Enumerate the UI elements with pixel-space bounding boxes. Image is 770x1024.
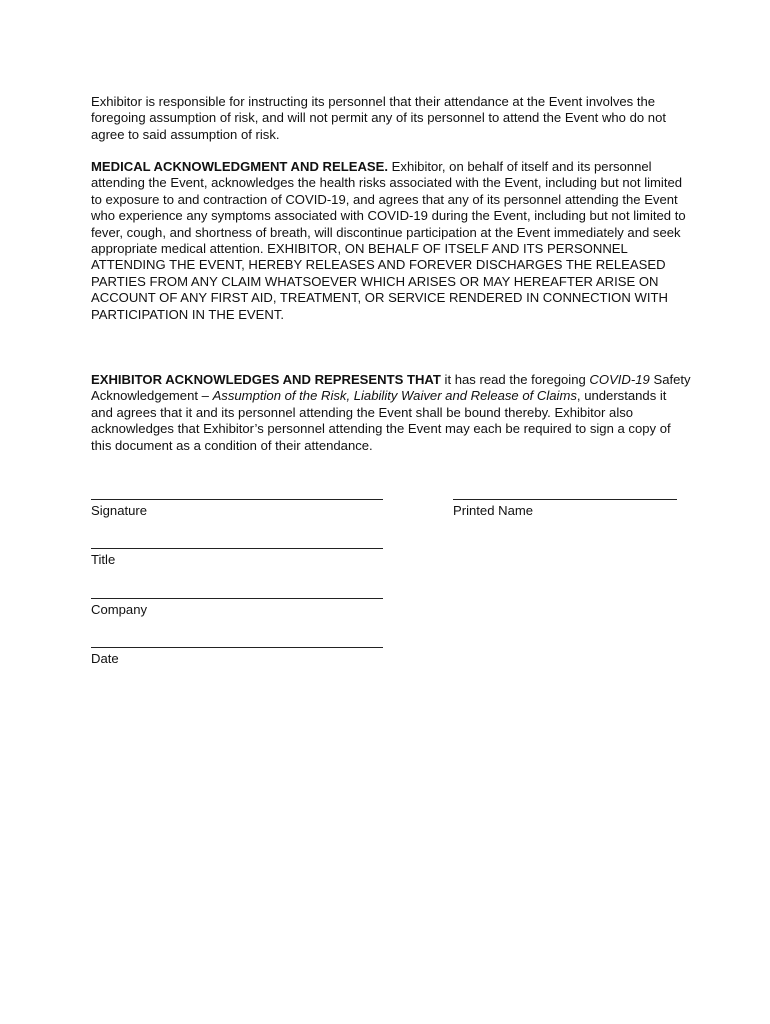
date-label: Date <box>91 651 119 666</box>
medical-release-body: Exhibitor, on behalf of itself and its personnel attending the Event, acknowledges the health risks associated with the Event, including but not limited to exposure to and contraction of COVID-19, and agrees that any of its personnel attending the Event who experience any symptoms associated with COVID-19 during the Event, including but not limited to fever, cough, and shortness of breath, will discontinue participation at the Event immediately and seek appropriate medical attention. <box>91 159 686 257</box>
acknowledgement-heading: EXHIBITOR ACKNOWLEDGES AND REPRESENTS THAT <box>91 372 441 387</box>
printed-name-label: Printed Name <box>453 503 534 518</box>
acknowledgement-document-title: Assumption of the Risk, Liability Waiver and Release of Claims <box>212 388 577 404</box>
medical-release-caps-text: EXHIBITOR, ON BEHALF OF ITSELF AND ITS PERSONNEL ATTENDING THE EVENT, HEREBY RELEASES AND FOREVER DISCHARGES THE RELEASED PARTIES FROM ANY CLAIM WHATSOEVER WHICH ARISES OR MAY HEREAFTER ARISE ON ACCOUNT OF ANY FIRST AID, TREATMENT, OR SERVICE RENDERED IN CONNECTION WITH PARTICIPATION IN THE EVENT. <box>91 241 668 322</box>
medical-release-paragraph <box>91 159 691 323</box>
acknowledgement-text-2: Safety Acknowledgement – <box>91 372 691 404</box>
signature-line[interactable] <box>91 499 383 500</box>
company-label: Company <box>91 602 148 617</box>
date-line[interactable] <box>91 647 383 648</box>
company-line[interactable] <box>91 598 383 599</box>
acknowledgement-text-3: , understands it and agrees that it and its personnel attending the Event shall be bound thereby. Exhibitor also acknowledges that Exhibitor’s personnel attending the Event may each be required to sign a copy of this document as a condition of their attendance. <box>91 388 671 453</box>
acknowledgement-paragraph <box>91 372 691 454</box>
title-line[interactable] <box>91 548 383 549</box>
title-label: Title <box>91 552 116 567</box>
acknowledgement-text-1: it has read the foregoing <box>440 372 590 387</box>
printed-name-line[interactable] <box>453 499 677 500</box>
assumption-of-risk-paragraph <box>91 94 691 143</box>
paragraph-1-text: Exhibitor is responsible for instructing its personnel that their attendance at the Event involves the foregoing assumption of risk, and will not permit any of its personnel to attend the Event who do not agree to said assumption of risk. <box>91 94 666 142</box>
acknowledgement-covid-italic: COVID-19 <box>589 372 650 387</box>
signature-label: Signature <box>91 503 148 518</box>
medical-release-heading: MEDICAL ACKNOWLEDGMENT AND RELEASE. <box>91 159 389 174</box>
